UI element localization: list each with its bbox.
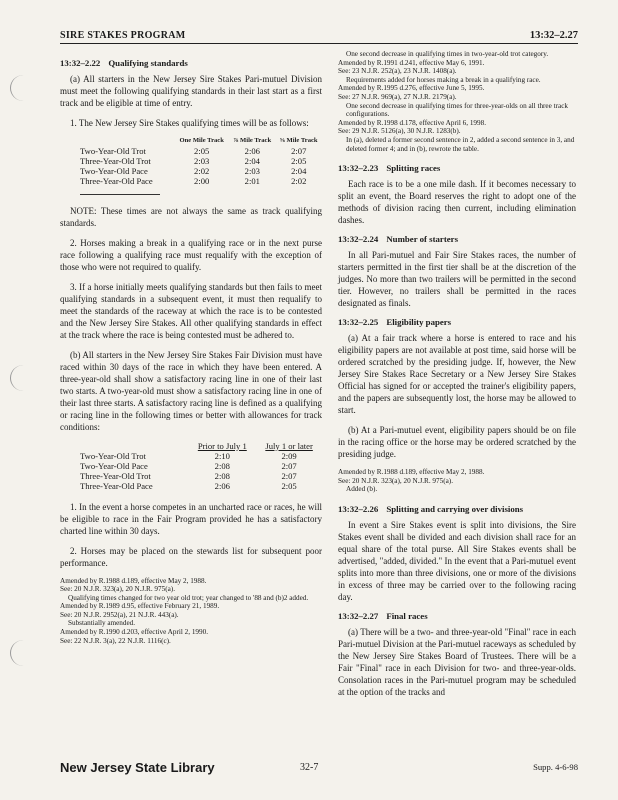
supplement-date: Supp. 4-6-98 bbox=[533, 762, 578, 772]
table-cell: 2:06 bbox=[244, 145, 260, 156]
racing-line-table bbox=[60, 441, 322, 491]
paragraph: 2. Horses making a break in a qualifying race or in the next purse race following a qualifying race must requalify with the exception of those who were not required to qualify. bbox=[60, 237, 322, 272]
table-cell: 2:05 bbox=[291, 155, 307, 166]
section-title: Final races bbox=[386, 610, 428, 621]
table-header bbox=[60, 137, 174, 146]
row-label: Three-Year-Old Trot bbox=[80, 470, 151, 481]
paragraph: Each race is to be a one mile dash. If it becomes necessary to split an event, the Board reserves the right to adopt one of the methods of division racing then current, including elimination dashes. bbox=[338, 179, 576, 226]
history-note: In (a), deleted a former second sentence in 2, added a second sentence in 3, and deleted former 4; and in (b), rewrote the table. bbox=[346, 135, 575, 153]
row-label: Three-Year-Old Trot bbox=[80, 155, 151, 166]
table-cell: 2:05 bbox=[281, 480, 297, 491]
running-header-section: 13:32–2.27 bbox=[529, 30, 578, 41]
row-label: Two-Year-Old Pace bbox=[80, 165, 148, 176]
table-cell: 2:07 bbox=[291, 145, 307, 156]
section-heading bbox=[338, 234, 576, 244]
table-row bbox=[60, 146, 322, 156]
punch-hole-mark bbox=[10, 365, 37, 391]
paragraph: 1. The New Jersey Sire Stakes qualifying times will be as follows: bbox=[70, 118, 309, 128]
amendment-notes bbox=[338, 468, 576, 494]
table-cell: 2:09 bbox=[281, 450, 297, 461]
table-cell: 2:04 bbox=[244, 155, 260, 166]
header-rule bbox=[60, 43, 578, 44]
table-cell: 2:07 bbox=[281, 460, 297, 471]
section-title: Splitting and carrying over divisions bbox=[386, 503, 524, 514]
section-number: 13:32–2.22 bbox=[60, 58, 101, 68]
history-note: Qualifying times changed for two year old trot; year changed to '88 and (b)2 added. bbox=[68, 593, 309, 602]
paragraph: In all Pari-mutuel and Fair Sire Stakes races, the number of starters permitted in the first tier shall be at the discretion of the judges. No more than two trailers will be permitted in the second tier. However, no trailers shall be permitted in the races designated as finals. bbox=[338, 250, 576, 309]
table-cell: 2:02 bbox=[194, 165, 210, 176]
table-row bbox=[60, 481, 322, 491]
history-note: See: 29 N.J.R. 5126(a), 30 N.J.R. 1283(b). bbox=[338, 127, 461, 136]
table-cell: 2:08 bbox=[214, 470, 230, 481]
table-header: ⅞ Mile Track bbox=[233, 137, 272, 144]
table-cell: 2:03 bbox=[194, 155, 210, 166]
table-row bbox=[60, 166, 322, 176]
history-note: Amended by R.1991 d.241, effective May 6, 1991. bbox=[338, 58, 485, 67]
section-number: 13:32–2.23 bbox=[338, 163, 379, 174]
table-row bbox=[60, 451, 322, 461]
table-cell: 2:06 bbox=[214, 480, 230, 491]
paragraph: (a) At a fair track where a horse is entered to race and his eligibility papers are not available at post time, said horse will be ordered scratched by the presiding judge. If, however, the New Jersey Sire Stakes Race Secretary or a New Jersey Sire Stakes Official has signed for or accepted the trainer's eligibility papers, and the papers are subsequently lost, the horse may be allowed to start. bbox=[338, 333, 576, 416]
table-cell: 2:04 bbox=[291, 165, 307, 176]
running-header-title: SIRE STAKES PROGRAM bbox=[60, 30, 186, 41]
paragraph: (b) At a Pari-mutuel event, eligibility papers should be on file in the racing office or the horse may be ordered scratched by the presiding judge. bbox=[338, 425, 576, 460]
table-row bbox=[60, 471, 322, 481]
history-note: See: 23 N.J.R. 252(a), 23 N.J.R. 1408(a). bbox=[338, 67, 457, 76]
punch-hole-mark bbox=[10, 75, 37, 101]
paragraph: 1. In the event a horse competes in an uncharted race or races, he will be eligible to race in the Fair Program provided he has a satisfactory charted line within 30 days. bbox=[60, 501, 322, 536]
paragraph: 2. Horses may be placed on the stewards list for subsequent poor performance. bbox=[60, 545, 322, 568]
table-row bbox=[60, 176, 322, 186]
section-number: 13:32–2.24 bbox=[338, 234, 379, 245]
history-note: Amended by R.1995 d.276, effective June 5, 1995. bbox=[338, 84, 485, 93]
paragraph: 3. If a horse initially meets qualifying standards but then fails to meet qualifying standards in a subsequent event, it must then requalify to meet the standards of the raceway at which the race is to be contested and the New Jersey Sire Stakes. All other qualifying standards in effect at the track where the race is being contested must be adhered to. bbox=[60, 281, 322, 340]
history-note: Amended by R.1988 d.189, effective May 2, 1988. bbox=[338, 468, 485, 477]
section-heading bbox=[338, 317, 576, 327]
library-footer: New Jersey State Library bbox=[60, 760, 215, 775]
section-title: Splitting races bbox=[386, 163, 441, 174]
row-label: Two-Year-Old Pace bbox=[80, 460, 148, 471]
table-header bbox=[60, 441, 188, 451]
section-title: Eligibility papers bbox=[386, 317, 452, 328]
section-heading bbox=[338, 163, 576, 173]
paragraph: (b) All starters in the New Jersey Sire Stakes Fair Division must have raced within 30 days of the race in which they have been entered. A three-year-old shall show a satisfactory racing line in one of their last two starts. A two-year-old must show a satisfactory racing line in one of their last three starts. A satisfactory racing line is defined as a qualifying or racing line in the following times or better with allowances for track conditions: bbox=[60, 349, 322, 432]
amendment-notes bbox=[338, 50, 576, 153]
history-note: Requirements added for horses making a break in a qualifying race. bbox=[346, 75, 541, 84]
history-note: See: 20 N.J.R. 323(a), 20 N.J.R. 975(a). bbox=[60, 585, 175, 594]
section-heading bbox=[338, 611, 576, 621]
row-label: Three-Year-Old Pace bbox=[80, 480, 153, 491]
table-row bbox=[60, 156, 322, 166]
history-note: Amended by R.1988 d.189, effective May 2, 1988. bbox=[60, 576, 207, 585]
table-row bbox=[60, 461, 322, 471]
row-label: Three-Year-Old Pace bbox=[80, 175, 153, 186]
history-note: See: 20 N.J.R. 323(a), 20 N.J.R. 975(a). bbox=[338, 476, 453, 485]
history-note: Amended by R.1990 d.203, effective April 2, 1990. bbox=[60, 628, 208, 637]
row-label: Two-Year-Old Trot bbox=[80, 145, 146, 156]
table-cell: 2:10 bbox=[214, 450, 230, 461]
history-note: Added (b). bbox=[346, 485, 378, 494]
table-cell: 2:02 bbox=[291, 175, 307, 186]
row-label: Two-Year-Old Trot bbox=[80, 450, 146, 461]
table-cell: 2:07 bbox=[281, 470, 297, 481]
history-note: One second decrease in qualifying times in two-year-old trot category. bbox=[346, 50, 549, 58]
table-header: One Mile Track bbox=[179, 137, 224, 144]
table-header: July 1 or later bbox=[265, 440, 313, 451]
history-note: See: 27 N.J.R. 969(a), 27 N.J.R. 2179(a). bbox=[338, 92, 457, 101]
paragraph: (a) There will be a two- and three-year-old "Final" race in each Pari-mutuel Division at the Pari-mutuel raceways as scheduled by the New Jersey Sire Stakes Board of Trustees. There will be a Fair "Final" race in each Division for two- and three-year-olds. Consolation races in the Pari-mutuel program may be scheduled at the option of the tracks and bbox=[338, 626, 576, 697]
table-cell: 2:03 bbox=[244, 165, 260, 176]
amendment-notes bbox=[60, 577, 322, 646]
section-number: 13:32–2.26 bbox=[338, 503, 379, 514]
paragraph: (a) All starters in the New Jersey Sire Stakes Pari-mutuel Division must meet the following qualifying standards in their last start as a first track and be eligible at time of entry. bbox=[60, 74, 322, 108]
left-column bbox=[60, 50, 322, 645]
table-cell: 2:01 bbox=[244, 175, 260, 186]
history-note: See: 22 N.J.R. 3(a), 22 N.J.R. 1116(c). bbox=[60, 636, 171, 645]
table-cell: 2:00 bbox=[194, 175, 210, 186]
punch-hole-mark bbox=[10, 640, 37, 666]
right-column bbox=[338, 50, 576, 706]
history-note: Amended by R.1998 d.178, effective April 6, 1998. bbox=[338, 118, 486, 127]
history-note: Amended by R.1989 d.95, effective February 21, 1989. bbox=[60, 602, 220, 611]
section-title: Number of starters bbox=[386, 234, 458, 245]
section-number: 13:32–2.27 bbox=[338, 610, 379, 621]
table-header: Prior to July 1 bbox=[197, 440, 247, 451]
history-note: Substantially amended. bbox=[68, 619, 136, 628]
history-note: See: 20 N.J.R. 2952(a), 21 N.J.R. 443(a). bbox=[60, 610, 179, 619]
table-cell: 2:08 bbox=[214, 460, 230, 471]
section-title: Qualifying standards bbox=[108, 58, 188, 68]
page-number: 32-7 bbox=[300, 762, 319, 773]
section-number: 13:32–2.25 bbox=[338, 317, 379, 328]
paragraph: NOTE: These times are not always the same as track qualifying standards. bbox=[60, 205, 322, 228]
qualifying-times-table bbox=[60, 137, 322, 186]
section-heading bbox=[338, 504, 576, 514]
table-header: ⅝ Mile Track bbox=[279, 137, 318, 144]
table-cell: 2:05 bbox=[194, 145, 210, 156]
history-note: One second decrease in qualifying times for three-year-olds on all three track configurations. bbox=[346, 101, 568, 119]
section-heading bbox=[60, 58, 322, 68]
paragraph: In event a Sire Stakes event is split into divisions, the Sire Stakes event shall be divided and each division shall race for an equal share of the total purse. All Sire Stakes events shall be advertised, "added, divided." In the event that a Pari-mutuel event splits into more than three divisions, one or more of the divisions in excess of three may be carried over to the following racing day. bbox=[338, 519, 576, 602]
table-rule bbox=[80, 194, 160, 195]
